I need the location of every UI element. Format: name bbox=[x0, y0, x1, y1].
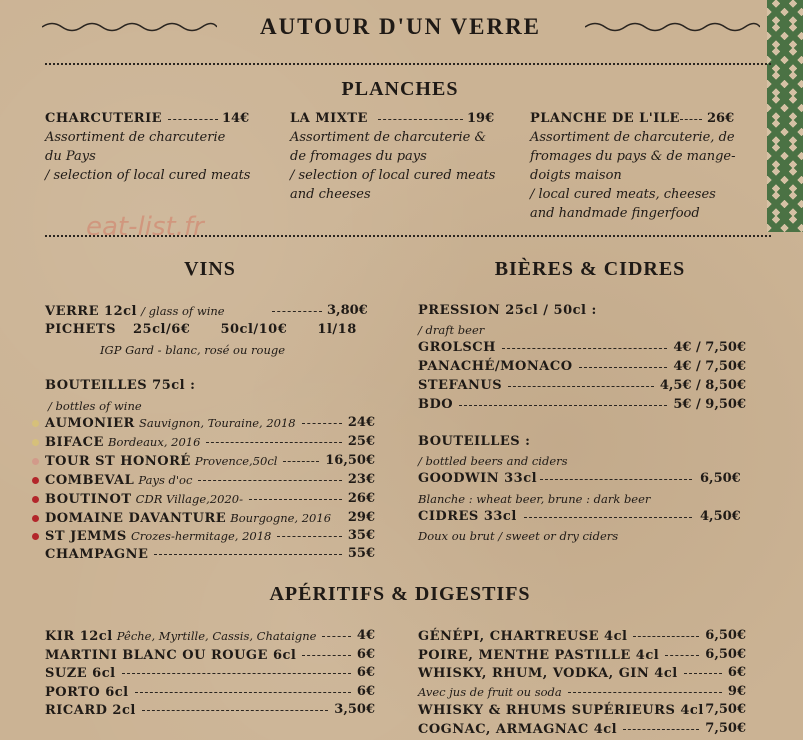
leader bbox=[502, 348, 668, 349]
leader bbox=[524, 517, 692, 518]
leader bbox=[680, 119, 702, 120]
leader bbox=[283, 461, 319, 462]
wine-note: Sauvignon, Touraine, 2018 bbox=[138, 416, 296, 430]
leader bbox=[378, 119, 463, 120]
leader bbox=[459, 405, 667, 406]
aperitif-price: 3,50€ bbox=[334, 702, 375, 717]
wine-price: 29€ bbox=[347, 510, 375, 525]
cidres-note: Doux ou brut / sweet or dry ciders bbox=[418, 529, 619, 543]
wine-name: CHAMPAGNE bbox=[45, 547, 149, 562]
leader bbox=[302, 655, 351, 656]
wine-name: VERRE 12cl bbox=[45, 304, 137, 319]
wine-name: AUMONIER bbox=[45, 416, 135, 431]
wine-color-dot bbox=[32, 458, 39, 465]
aperitif-name: SUZE 6cl bbox=[45, 666, 116, 681]
goodwin-price: 6,50€ bbox=[700, 471, 741, 486]
aperitif-name: RICARD 2cl bbox=[45, 703, 136, 718]
aperitif-price: 4€ bbox=[356, 628, 375, 643]
wine-color-dot bbox=[32, 515, 39, 522]
wine-price: 24€ bbox=[347, 415, 375, 430]
wine-price: 25€ bbox=[347, 434, 375, 449]
wine-color-dot bbox=[32, 477, 39, 484]
leader bbox=[135, 692, 351, 693]
wine-price: 3,80€ bbox=[327, 303, 368, 318]
leader bbox=[198, 480, 341, 481]
aperitif-name: PORTO 6cl bbox=[45, 685, 129, 700]
wine-note: CDR Village,2020- bbox=[135, 492, 243, 506]
leader bbox=[272, 311, 322, 312]
planche-desc: and cheeses bbox=[290, 187, 371, 202]
digestif-row bbox=[418, 683, 562, 702]
draft-name: PANACHÉ/MONACO bbox=[418, 359, 573, 374]
leader bbox=[249, 499, 342, 500]
wine-row bbox=[45, 414, 296, 433]
digestif-price: 6€ bbox=[727, 665, 746, 680]
wine-name: ST JEMMS bbox=[45, 529, 127, 544]
digestif-name: POIRE, MENTHE PASTILLE 4cl bbox=[418, 648, 660, 663]
leader bbox=[142, 710, 328, 711]
wine-name: BOUTINOT bbox=[45, 492, 132, 507]
digestif-row bbox=[418, 627, 627, 646]
draft-price: 4€ / 7,50€ bbox=[673, 340, 746, 355]
digestif-row bbox=[418, 646, 659, 665]
cidres-name: CIDRES 33cl bbox=[418, 509, 517, 524]
wine-name: DOMAINE DAVANTURE bbox=[45, 511, 227, 526]
leader bbox=[206, 442, 341, 443]
draft-name: GROLSCH bbox=[418, 340, 496, 355]
leader bbox=[633, 636, 699, 637]
leader bbox=[302, 423, 342, 424]
draft-price: 4€ / 7,50€ bbox=[673, 359, 746, 374]
digestif-row bbox=[418, 664, 678, 683]
wine-color-dot bbox=[32, 496, 39, 503]
pression-heading: PRESSION 25cl / 50cl : bbox=[418, 303, 597, 318]
leader bbox=[168, 119, 218, 120]
goodwin-note: Blanche : wheat beer, brune : dark beer bbox=[418, 492, 651, 506]
leader bbox=[623, 729, 699, 730]
planche-price: 19€ bbox=[467, 111, 495, 126]
planche-price: 26€ bbox=[707, 111, 735, 126]
wine-row bbox=[45, 433, 200, 452]
planche-price: 14€ bbox=[222, 111, 250, 126]
draft-name: STEFANUS bbox=[418, 378, 503, 393]
leader bbox=[684, 673, 722, 674]
aperitif-price: 6€ bbox=[356, 665, 375, 680]
beer-bottles-heading: BOUTEILLES : bbox=[418, 434, 531, 449]
leader bbox=[508, 386, 654, 387]
leader bbox=[322, 636, 350, 637]
planche-name: PLANCHE DE L'ILE bbox=[530, 111, 680, 126]
section-title-aperitifs: APÉRITIFS & DIGESTIFS bbox=[269, 583, 531, 605]
digestif-row bbox=[418, 720, 617, 739]
wine-note: Bourgogne, 2016 bbox=[230, 511, 332, 525]
planche-desc: and handmade fingerfood bbox=[530, 206, 700, 221]
wine-price: 35€ bbox=[347, 528, 375, 543]
wine-price: 23€ bbox=[347, 472, 375, 487]
planche-name: LA MIXTE bbox=[290, 111, 368, 126]
digestif-name: GÉNÉPI, CHARTREUSE 4cl bbox=[418, 629, 628, 644]
zigzag-border-decoration bbox=[767, 0, 803, 232]
wine-color-dot bbox=[32, 533, 39, 540]
bottles-heading: BOUTEILLES 75cl : bbox=[45, 378, 196, 393]
wine-row bbox=[45, 509, 331, 528]
planche-name: CHARCUTERIE bbox=[45, 111, 163, 126]
wine-row bbox=[45, 527, 271, 546]
digestif-price: 7,50€ bbox=[705, 721, 746, 736]
divider bbox=[45, 63, 771, 65]
wine-price: 55€ bbox=[347, 546, 375, 561]
section-title-vins: VINS bbox=[184, 258, 236, 280]
page-title: AUTOUR D'UN VERRE bbox=[259, 14, 542, 39]
draft-name: BDO bbox=[418, 397, 454, 412]
leader bbox=[568, 692, 722, 693]
section-title-bieres: BIÈRES & CIDRES bbox=[494, 258, 686, 280]
wine-name: PICHETS bbox=[45, 322, 116, 337]
aperitif-note: Pêche, Myrtille, Cassis, Chataigne bbox=[116, 629, 317, 643]
digestif-row bbox=[418, 701, 704, 720]
wine-name: BIFACE bbox=[45, 435, 104, 450]
aperitif-price: 6€ bbox=[356, 684, 375, 699]
leader bbox=[665, 655, 699, 656]
leader bbox=[579, 367, 668, 368]
draft-price: 4,5€ / 8,50€ bbox=[659, 378, 746, 393]
wine-note: Crozes-hermitage, 2018 bbox=[130, 529, 272, 543]
wine-note: Bordeaux, 2016 bbox=[108, 435, 201, 449]
digestif-price: 6,50€ bbox=[705, 628, 746, 643]
divider bbox=[45, 235, 771, 237]
wine-note: Pays d'oc bbox=[138, 473, 193, 487]
leader bbox=[122, 673, 351, 674]
wine-color-dot bbox=[32, 420, 39, 427]
pression-note: / draft beer bbox=[418, 323, 485, 337]
planche-desc: Assortiment de charcuterie bbox=[45, 130, 226, 145]
planche-desc: / selection of local cured meats bbox=[290, 168, 496, 183]
pichet-sizes: 25cl/6€ 50cl/10€ 1l/18 bbox=[133, 322, 357, 337]
digestif-note: Avec jus de fruit ou soda bbox=[418, 685, 562, 699]
digestif-price: 6,50€ bbox=[705, 647, 746, 662]
section-title-planches: PLANCHES bbox=[341, 78, 459, 100]
wine-row bbox=[45, 452, 277, 471]
planche-desc: de fromages du pays bbox=[290, 149, 427, 164]
planche-desc: Assortiment de charcuterie & bbox=[290, 130, 487, 145]
aperitif-price: 6€ bbox=[356, 647, 375, 662]
planche-desc: / local cured meats, cheeses bbox=[530, 187, 716, 202]
digestif-price: 7,50€ bbox=[705, 702, 746, 717]
aperitif-row bbox=[45, 664, 116, 683]
pichet-note: IGP Gard - blanc, rosé ou rouge bbox=[100, 343, 286, 357]
planche-desc: Assortiment de charcuterie, de bbox=[530, 130, 735, 145]
digestif-price: 9€ bbox=[727, 684, 746, 699]
wine-name: TOUR ST HONORÉ bbox=[45, 454, 191, 469]
wine-row bbox=[45, 471, 192, 490]
wine-color-dot bbox=[32, 439, 39, 446]
draft-price: 5€ / 9,50€ bbox=[673, 397, 746, 412]
cidres-price: 4,50€ bbox=[700, 509, 741, 524]
planche-desc: / selection of local cured meats bbox=[45, 168, 251, 183]
aperitif-row bbox=[45, 701, 136, 720]
digestif-name: WHISKY & RHUMS SUPÉRIEURS 4cl bbox=[418, 703, 704, 718]
aperitif-row bbox=[45, 627, 316, 646]
planche-desc: fromages du pays & de mange- bbox=[530, 149, 736, 164]
beer-bottles-note: / bottled beers and ciders bbox=[418, 454, 568, 468]
bottles-note: / bottles of wine bbox=[48, 399, 142, 413]
wine-row bbox=[45, 545, 148, 564]
digestif-name: WHISKY, RHUM, VODKA, GIN 4cl bbox=[418, 666, 678, 681]
wine-price: 16,50€ bbox=[325, 453, 375, 468]
goodwin-name: GOODWIN 33cl bbox=[418, 471, 538, 486]
leader bbox=[154, 554, 341, 555]
wine-name: COMBEVAL bbox=[45, 473, 135, 488]
wine-price: 26€ bbox=[347, 491, 375, 506]
ornament-right bbox=[585, 20, 760, 34]
wine-note: Provence,50cl bbox=[194, 454, 278, 468]
digestif-name: COGNAC, ARMAGNAC 4cl bbox=[418, 722, 618, 737]
planche-desc: doigts maison bbox=[530, 168, 622, 183]
wine-row bbox=[45, 490, 243, 509]
aperitif-name: MARTINI BLANC OU ROUGE 6cl bbox=[45, 648, 297, 663]
watermark: eat-list.fr bbox=[86, 212, 204, 242]
aperitif-row bbox=[45, 646, 296, 665]
leader bbox=[277, 536, 342, 537]
leader bbox=[540, 479, 692, 480]
ornament-left bbox=[42, 20, 217, 34]
aperitif-row bbox=[45, 683, 129, 702]
aperitif-name: KIR 12cl bbox=[45, 629, 113, 644]
wine-note: / glass of wine bbox=[141, 304, 225, 318]
planche-desc: du Pays bbox=[45, 149, 96, 164]
